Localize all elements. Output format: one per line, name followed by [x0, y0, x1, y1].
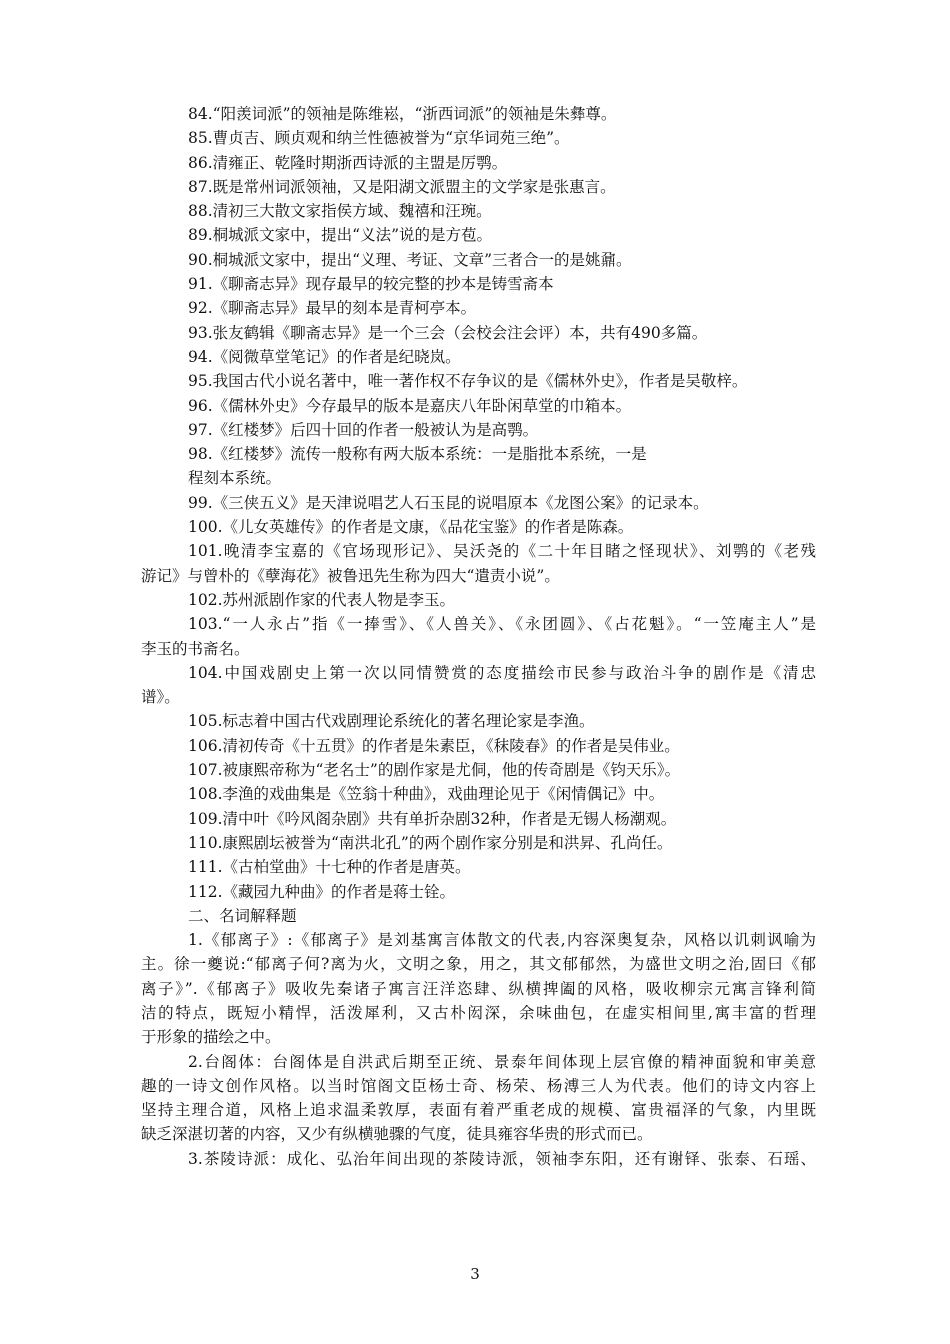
text-line: 谱》。: [141, 688, 180, 707]
text-line: 105.标志着中国古代戏剧理论系统化的著名理论家是李渔。: [188, 712, 595, 731]
page-number: 3: [470, 1265, 480, 1283]
text-line: 主。徐一夔说:“郁离子何?离为火，文明之象，用之，其文郁郁然，为盛世文明之治,固曰《郁: [141, 955, 816, 974]
text-line: 洁的特点，既短小精悍，活泼犀利，又古朴闳深，余味曲包，在虚实相间里,寓丰富的哲理: [141, 1003, 816, 1022]
text-line: 92.《聊斋志异》最早的刻本是青柯亭本。: [188, 299, 477, 318]
text-line: 96.《儒林外史》今存最早的版本是嘉庆八年卧闲草堂的巾箱本。: [188, 396, 632, 415]
text-line: 103.“一人永占”指《一捧雪》、《人兽关》、《永团圆》、《占花魁》。“一笠庵主人”是: [188, 615, 816, 634]
text-line: 84.“阳羡词派”的领袖是陈维崧，“浙西词派”的领袖是朱彝尊。: [188, 105, 617, 123]
text-line: 112.《藏园九种曲》的作者是蒋士铨。: [188, 882, 456, 901]
text-line: 2.台阁体：台阁体是自洪武后期至正统、景泰年间体现上层官僚的精神面貌和审美意: [188, 1052, 816, 1071]
text-line: 于形象的描绘之中。: [141, 1028, 281, 1047]
text-line: 缺乏深湛切著的内容，又少有纵横驰骤的气度，徒具雍容华贵的形式而已。: [141, 1125, 653, 1144]
text-line: 109.清中叶《吟风阁杂剧》共有单折杂剧32种，作者是无锡人杨潮观。: [188, 809, 677, 828]
text-line: 坚持主理合道，风格上追求温柔敦厚，表面有着严重老成的规模、富贵福泽的气象，内里既: [141, 1101, 816, 1120]
text-line: 99.《三侠五义》是天津说唱艺人石玉昆的说唱原本《龙图公案》的记录本。: [188, 493, 709, 512]
text-line: 93.张友鹤辑《聊斋志异》是一个三会（会校会注会评）本，共有490多篇。: [188, 323, 708, 342]
text-line: 110.康熙剧坛被誉为“南洪北孔”的两个剧作家分别是和洪昇、孔尚任。: [188, 833, 673, 852]
text-line: 程刻本系统。: [188, 469, 282, 488]
text-line: 1.《郁离子》:《郁离子》是刘基寓言体散文的代表,内容深奥复杂，风格以讥刺讽喻为: [188, 931, 816, 950]
text-line: 李玉的书斋名。: [141, 639, 250, 658]
text-line: 离子》”.《郁离子》吸收先秦诸子寓言汪洋恣肆、纵横捭阖的风格，吸收柳宗元寓言锋利简: [141, 979, 816, 998]
text-line: 102.苏州派剧作家的代表人物是李玉。: [188, 590, 456, 609]
text-line: 87.既是常州词派领袖，又是阳湖文派盟主的文学家是张惠言。: [188, 177, 616, 196]
text-line: 88.清初三大散文家指侯方域、魏禧和汪琬。: [188, 202, 492, 221]
text-line: 100.《儿女英雄传》的作者是文康，《品花宝鉴》的作者是陈森。: [188, 518, 634, 537]
text-line: 108.李渔的戏曲集是《笠翁十种曲》，戏曲理论见于《闲情偶记》中。: [188, 785, 665, 804]
text-line: 二、名词解释题: [188, 906, 297, 925]
text-line: 86.清雍正、乾隆时期浙西诗派的主盟是厉鹗。: [188, 153, 508, 172]
text-line: 90.桐城派文家中，提出“义理、考证、文章”三者合一的是姚鼐。: [188, 250, 632, 269]
text-line: 97.《红楼梦》后四十回的作者一般被认为是高鹗。: [188, 420, 539, 439]
text-line: 98.《红楼梦》流传一般称有两大版本系统：一是脂批本系统，一是: [188, 445, 647, 464]
text-line: 游记》与曾朴的《孽海花》被鲁迅先生称为四大“遣责小说”。: [141, 566, 560, 585]
text-line: 106.清初传奇《十五贯》的作者是朱素臣，《秣陵春》的作者是吴伟业。: [188, 736, 680, 755]
text-line: 85.曹贞吉、顾贞观和纳兰性德被誉为“京华词苑三绝”。: [188, 129, 570, 148]
document-body: [141, 102, 816, 1171]
text-line: 91.《聊斋志异》现存最早的较完整的抄本是铸雪斋本: [188, 275, 554, 294]
text-line: 95.我国古代小说名著中，唯一著作权不存争议的是《儒林外史》，作者是吴敬梓。: [188, 372, 748, 391]
text-line: 101.晚清李宝嘉的《官场现形记》、吴沃尧的《二十年目睹之怪现状》、刘鹗的《老残: [188, 542, 816, 561]
text-line: 94.《阅微草堂笔记》的作者是纪晓岚。: [188, 347, 461, 366]
text-line: 111.《古柏堂曲》十七种的作者是唐英。: [188, 858, 471, 877]
text-line: 104.中国戏剧史上第一次以同情赞赏的态度描绘市民参与政治斗争的剧作是《清忠: [188, 663, 816, 682]
text-line: 89.桐城派文家中，提出“义法”说的是方苞。: [188, 226, 492, 245]
text-line: 趣的一诗文创作风格。以当时馆阁文臣杨士奇、杨荣、杨溥三人为代表。他们的诗文内容上: [141, 1076, 816, 1095]
text-line: 107.被康熙帝称为“老名士”的剧作家是尤侗，他的传奇剧是《钧天乐》。: [188, 761, 681, 780]
text-line: 3.茶陵诗派：成化、弘治年间出现的茶陵诗派，领袖李东阳，还有谢铎、张泰、石瑶、: [188, 1149, 816, 1168]
